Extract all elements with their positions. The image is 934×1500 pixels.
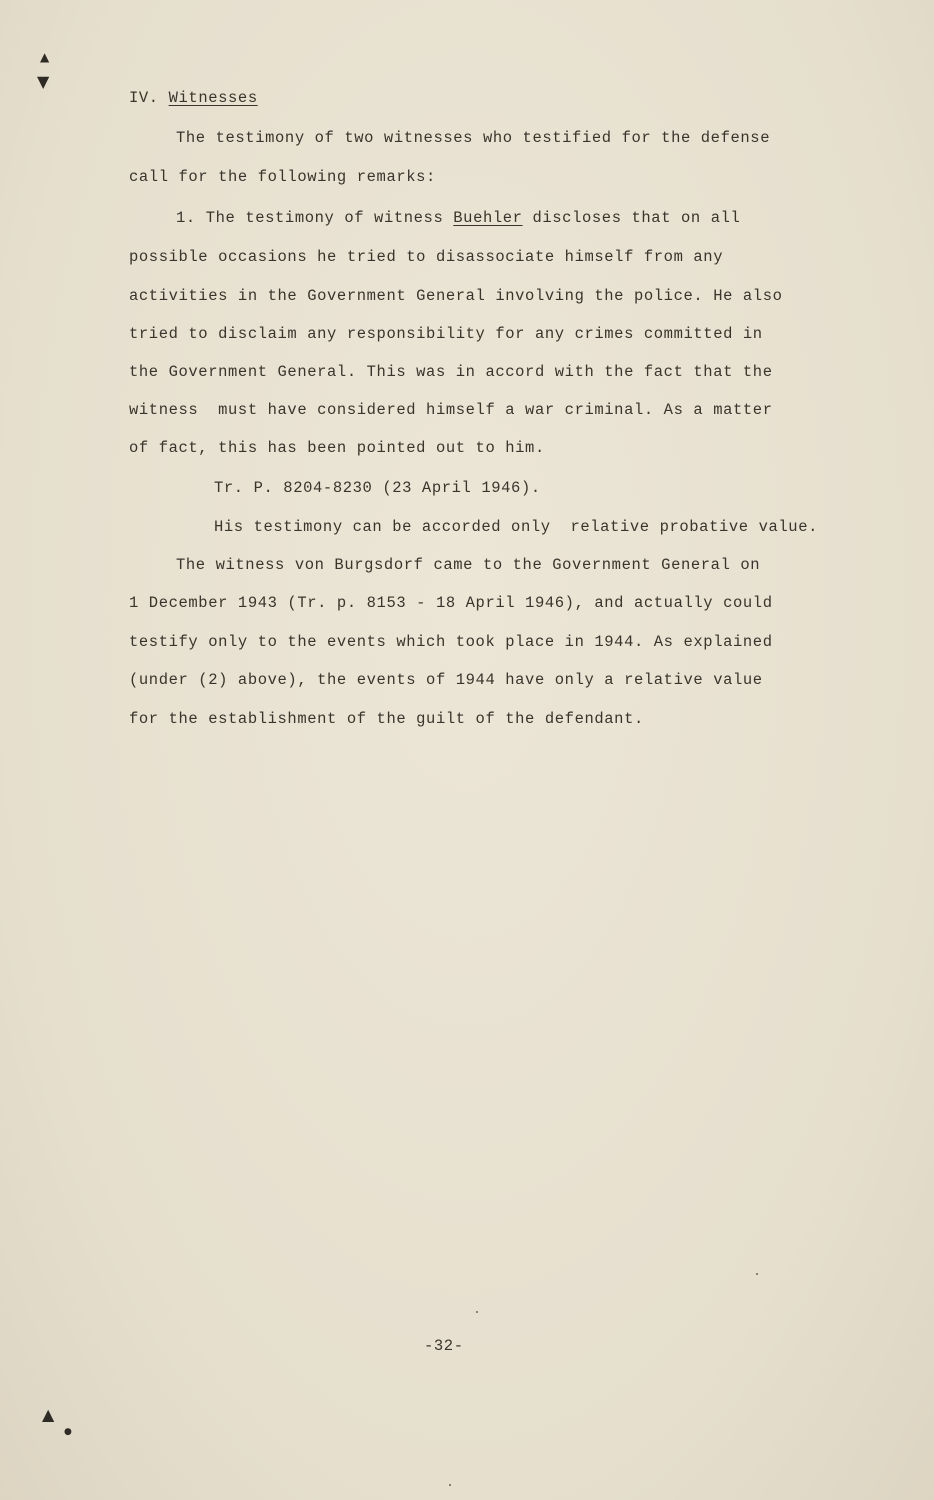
witness-name-buehler: Buehler <box>453 209 523 227</box>
paragraph2-line-2: 1 December 1943 (Tr. p. 8153 - 18 April 1946), and actually could <box>129 594 773 612</box>
punch-mark-bottom: ▲ <box>42 1405 55 1424</box>
section-number: IV. <box>129 89 159 107</box>
transcript-citation: Tr. P. 8204-8230 (23 April 1946). <box>214 479 541 497</box>
punch-mark-top: ▲ <box>40 50 50 64</box>
paragraph1-line-1: The testimony of two witnesses who testified for the defense <box>176 129 771 147</box>
item1-line-2: possible occasions he tried to disassociate himself from any <box>129 248 724 266</box>
punch-mark-bottom-small: ● <box>64 1427 72 1437</box>
paper-speck <box>449 1484 451 1486</box>
item1-conclusion: His testimony can be accorded only relative probative value. <box>214 518 818 536</box>
punch-mark-top-lower: ▼ <box>37 72 50 91</box>
item1-first-line <box>176 208 740 228</box>
section-title: Witnesses <box>168 89 258 107</box>
paragraph2-line-4: (under (2) above), the events of 1944 have only a relative value <box>129 671 763 689</box>
item1-line-3: activities in the Government General involving the police. He also <box>129 287 783 305</box>
item1-number: 1. <box>176 209 196 227</box>
item1-line-6: witness must have considered himself a war criminal. As a matter <box>129 401 773 419</box>
paper-speck <box>756 1273 758 1275</box>
paragraph2-line-1: The witness von Burgsdorf came to the Government General on <box>176 556 761 574</box>
item1-line-5: the Government General. This was in accord with the fact that the <box>129 363 773 381</box>
paper-speck <box>476 1311 478 1313</box>
paragraph2-line-5: for the establishment of the guilt of the defendant. <box>129 710 644 728</box>
page-number: -32- <box>424 1337 464 1355</box>
item1-line-4: tried to disclaim any responsibility for any crimes committed in <box>129 325 763 343</box>
paragraph1-line-2: call for the following remarks: <box>129 168 436 186</box>
item1-rest: discloses that on all <box>522 209 741 227</box>
section-heading <box>129 88 258 108</box>
item1-line-7: of fact, this has been pointed out to him. <box>129 439 545 457</box>
item1-intro: The testimony of witness <box>205 209 454 227</box>
paragraph2-line-3: testify only to the events which took place in 1944. As explained <box>129 633 773 651</box>
